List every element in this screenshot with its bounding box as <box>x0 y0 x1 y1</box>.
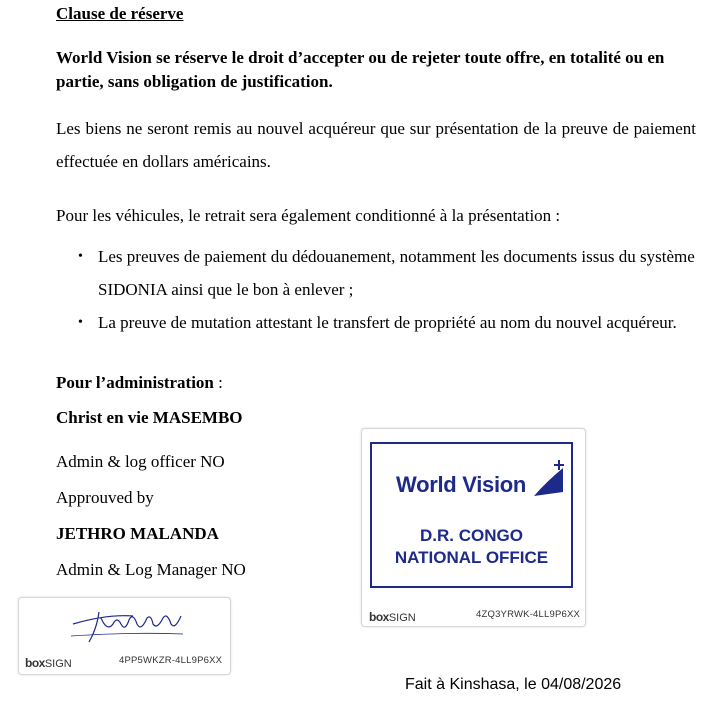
admin-label: Pour l’administration <box>56 373 214 392</box>
admin-name-2: JETHRO MALANDA <box>56 524 219 543</box>
list-item-text: La preuve de mutation attestant le transfert de propriété au nom du nouvel acquéreur. <box>98 313 677 332</box>
admin-role-2: Admin & Log Manager NO <box>56 560 246 579</box>
list-item-text: Les preuves de paiement du dédouanement, notamment les documents issus du système SIDONIA ainsi que le bon à enlever ; <box>98 247 695 299</box>
list-item <box>56 240 696 306</box>
stamp-office-line-2: NATIONAL OFFICE <box>394 548 549 567</box>
box-sign-logo: boxSIGN <box>369 610 416 624</box>
organization-stamp <box>361 428 586 627</box>
list-item <box>56 306 696 339</box>
stamp-frame <box>370 442 573 588</box>
admin-name-1: Christ en vie MASEMBO <box>56 408 243 427</box>
requirements-list <box>56 240 696 339</box>
approved-by-label: Approuved by <box>56 488 154 507</box>
admin-role-1: Admin & log officer NO <box>56 452 225 471</box>
bullet-icon: • <box>78 249 83 264</box>
bullet-icon: • <box>78 315 83 330</box>
payment-paragraph: Les biens ne seront remis au nouvel acquéreur que sur présentation de la preuve de paiement effectuée en dollars américains. <box>56 119 696 171</box>
admin-label-colon: : <box>213 373 223 392</box>
box-sign-id: 4PP5WKZR-4LL9P6XX <box>119 655 223 666</box>
world-vision-logo-icon <box>532 458 566 498</box>
stamp-brand-name: World Vision <box>396 472 527 497</box>
place-date-line: Fait à Kinshasa, le 04/08/2026 <box>405 676 622 693</box>
box-sign-logo: boxSIGN <box>25 656 72 670</box>
signature-box <box>18 597 231 675</box>
handwritten-signature-icon <box>67 602 187 646</box>
admin-label-line <box>56 373 223 393</box>
stamp-office-line-1: D.R. CONGO <box>420 526 523 545</box>
section-heading: Clause de réserve <box>56 4 184 23</box>
vehicle-paragraph: Pour les véhicules, le retrait sera également conditionné à la présentation : <box>56 206 561 225</box>
reservation-statement: World Vision se réserve le droit d’accepter ou de rejeter toute offre, en totalité ou en partie, sans obligation de justification. <box>56 48 665 91</box>
box-sign-id: 4ZQ3YRWK-4LL9P6XX <box>476 609 581 620</box>
